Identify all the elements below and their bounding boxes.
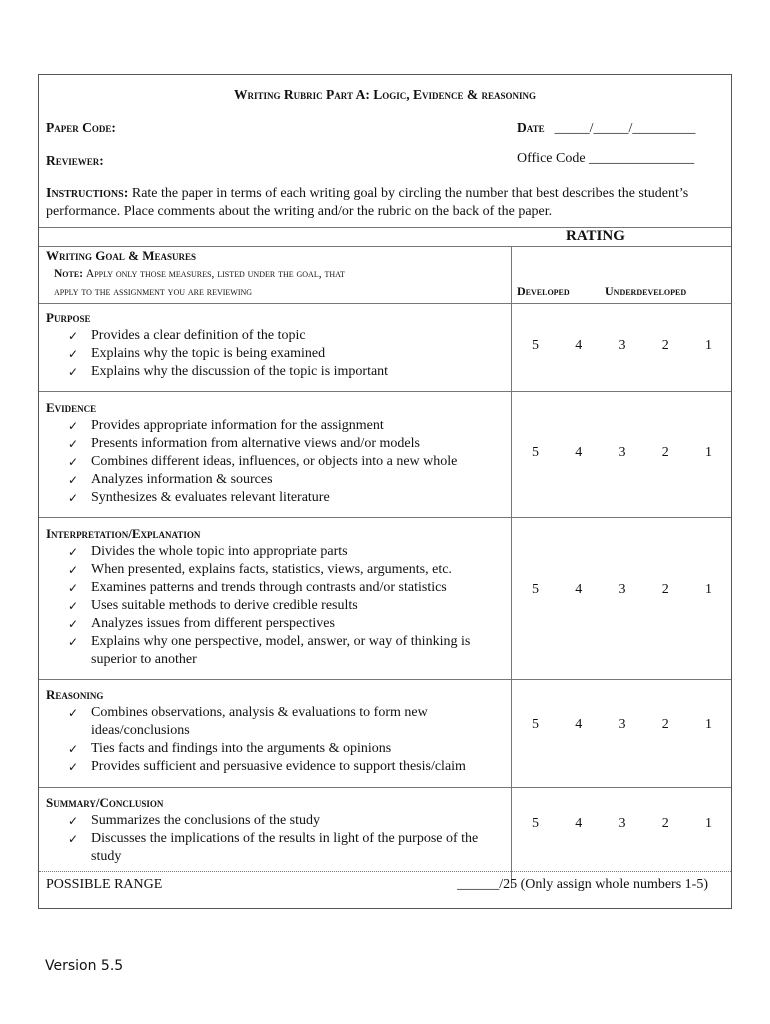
column-divider (511, 246, 512, 888)
section-reasoning (46, 686, 511, 776)
possible-range-label: POSSIBLE RANGE (46, 877, 163, 892)
instructions-label: Instructions: (46, 186, 129, 201)
goal-heading: Writing Goal & Measures (46, 248, 196, 263)
rating-option[interactable]: 4 (575, 338, 583, 353)
checkmark-icon: ✓ (68, 563, 79, 577)
date-blank: _____/_____/_________ (554, 121, 696, 136)
rating-option[interactable]: 5 (532, 338, 539, 353)
rating-option[interactable]: 5 (532, 445, 539, 460)
checkmark-icon: ✓ (68, 742, 79, 756)
list-item: ✓ Uses suitable methods to derive credible results (68, 598, 358, 613)
list-item: ✓ Provides sufficient and persuasive evidence to support thesis/claim (68, 759, 466, 774)
checkmark-icon: ✓ (68, 635, 79, 649)
rating-scale-evidence (532, 445, 712, 461)
office-code-blank: _______________ (589, 151, 695, 166)
checkmark-icon: ✓ (68, 437, 79, 451)
note-line2: apply to the assignment you are reviewing (54, 286, 253, 298)
checkmark-icon: ✓ (68, 760, 79, 774)
rating-scale-summary (532, 816, 712, 832)
divider (39, 787, 731, 788)
section-interpretation (46, 525, 511, 669)
section-title: Reasoning (46, 687, 104, 702)
rating-option[interactable]: 1 (705, 582, 712, 597)
version-label: Version 5.5 (45, 958, 124, 974)
section-summary (46, 794, 511, 866)
rating-option[interactable]: 2 (661, 582, 669, 597)
list-item: ✓ Synthesizes & evaluates relevant literature (68, 490, 330, 505)
rating-option[interactable]: 5 (532, 816, 539, 831)
instructions-text: Rate the paper in terms of each writing goal by circling the number that best describes the student’s performance. Place comments about the writing and/or the rubric on the back of the paper. (46, 186, 689, 219)
divider (39, 871, 731, 872)
rating-option[interactable]: 4 (575, 445, 583, 460)
rating-scale-reasoning (532, 717, 712, 733)
divider (39, 679, 731, 680)
date-field[interactable] (517, 119, 695, 137)
reviewer-label: Reviewer: (46, 153, 104, 168)
rubric-title: Writing Rubric Part A: Logic, Evidence & reasoning (234, 87, 536, 102)
checkmark-icon: ✓ (68, 491, 79, 505)
list-item: ✓ Analyzes issues from different perspectives (68, 616, 335, 631)
rating-option[interactable]: 4 (575, 816, 583, 831)
list-item: ✓ Discusses the implications of the results in light of the purpose of the study (68, 831, 479, 864)
note-text: Apply only those measures, listed under the goal, that (85, 268, 345, 280)
divider (39, 517, 731, 518)
checkmark-icon: ✓ (68, 581, 79, 595)
list-item: ✓ Combines different ideas, influences, or objects into a new whole (68, 454, 458, 469)
list-item: ✓ Combines observations, analysis & evaluations to form new ideas/conclusions (68, 705, 428, 738)
rating-option[interactable]: 1 (705, 717, 712, 732)
rating-option[interactable]: 5 (532, 717, 539, 732)
rating-option[interactable]: 2 (661, 338, 669, 353)
checkmark-icon: ✓ (68, 329, 79, 343)
rating-option[interactable]: 4 (575, 717, 583, 732)
list-item: ✓ Explains why the topic is being examined (68, 346, 326, 361)
instructions (46, 185, 726, 221)
rating-option[interactable]: 1 (705, 445, 712, 460)
office-code-label: Office Code (517, 151, 586, 166)
list-item: ✓ Explains why one perspective, model, answer, or way of thinking is superior to another (68, 634, 471, 667)
note-line1 (54, 265, 345, 283)
section-title: Purpose (46, 310, 91, 325)
divider (39, 227, 731, 228)
divider (39, 391, 731, 392)
rating-option[interactable]: 3 (618, 717, 626, 732)
list-item: ✓ Provides a clear definition of the topic (68, 328, 306, 343)
checkmark-icon: ✓ (68, 455, 79, 469)
rating-option[interactable]: 5 (532, 582, 539, 597)
rating-option[interactable]: 3 (618, 582, 626, 597)
checkmark-icon: ✓ (68, 365, 79, 379)
paper-code-label: Paper Code: (46, 120, 116, 135)
checkmark-icon: ✓ (68, 419, 79, 433)
rubric-form (38, 74, 732, 909)
underdeveloped-label: Underdeveloped (605, 284, 687, 298)
section-purpose (46, 309, 511, 381)
checkmark-icon: ✓ (68, 617, 79, 631)
developed-label: Developed (517, 284, 570, 298)
rating-option[interactable]: 2 (661, 816, 669, 831)
rating-scale-interpretation (532, 582, 712, 598)
checkmark-icon: ✓ (68, 706, 79, 720)
checkmark-icon: ✓ (68, 814, 79, 828)
list-item: ✓ Explains why the discussion of the topic is important (68, 364, 389, 379)
rating-option[interactable]: 3 (618, 445, 626, 460)
list-item: ✓ When presented, explains facts, statistics, views, arguments, etc. (68, 562, 452, 577)
checkmark-icon: ✓ (68, 347, 79, 361)
rating-option[interactable]: 1 (705, 338, 712, 353)
date-label: Date (517, 120, 545, 135)
total-score-field[interactable]: ______/25 (Only assign whole numbers 1-5) (457, 877, 708, 892)
rating-option[interactable]: 3 (618, 338, 626, 353)
checkmark-icon: ✓ (68, 832, 79, 846)
list-item: ✓ Examines patterns and trends through contrasts and/or statistics (68, 580, 447, 595)
checkmark-icon: ✓ (68, 473, 79, 487)
section-title: Evidence (46, 400, 97, 415)
checkmark-icon: ✓ (68, 545, 79, 559)
list-item: ✓ Ties facts and findings into the arguments & opinions (68, 741, 392, 756)
list-item: ✓ Analyzes information & sources (68, 472, 273, 487)
note-label: Note: (54, 268, 84, 280)
list-item: ✓ Divides the whole topic into appropriate parts (68, 544, 348, 559)
rating-option[interactable]: 4 (575, 582, 583, 597)
office-code-field[interactable] (517, 151, 694, 167)
rating-heading: RATING (566, 228, 625, 244)
list-item: ✓ Presents information from alternative views and/or models (68, 436, 420, 451)
list-item: ✓ Provides appropriate information for the assignment (68, 418, 384, 433)
rating-option[interactable]: 2 (661, 445, 669, 460)
rating-option[interactable]: 3 (618, 816, 626, 831)
section-title: Summary/Conclusion (46, 795, 164, 810)
checkmark-icon: ✓ (68, 599, 79, 613)
section-evidence (46, 399, 511, 507)
rating-option[interactable]: 1 (705, 816, 712, 831)
rating-option[interactable]: 2 (661, 717, 669, 732)
rating-scale-purpose (532, 338, 712, 354)
divider (39, 303, 731, 304)
section-title: Interpretation/Explanation (46, 526, 201, 541)
list-item: ✓ Summarizes the conclusions of the study (68, 813, 321, 828)
